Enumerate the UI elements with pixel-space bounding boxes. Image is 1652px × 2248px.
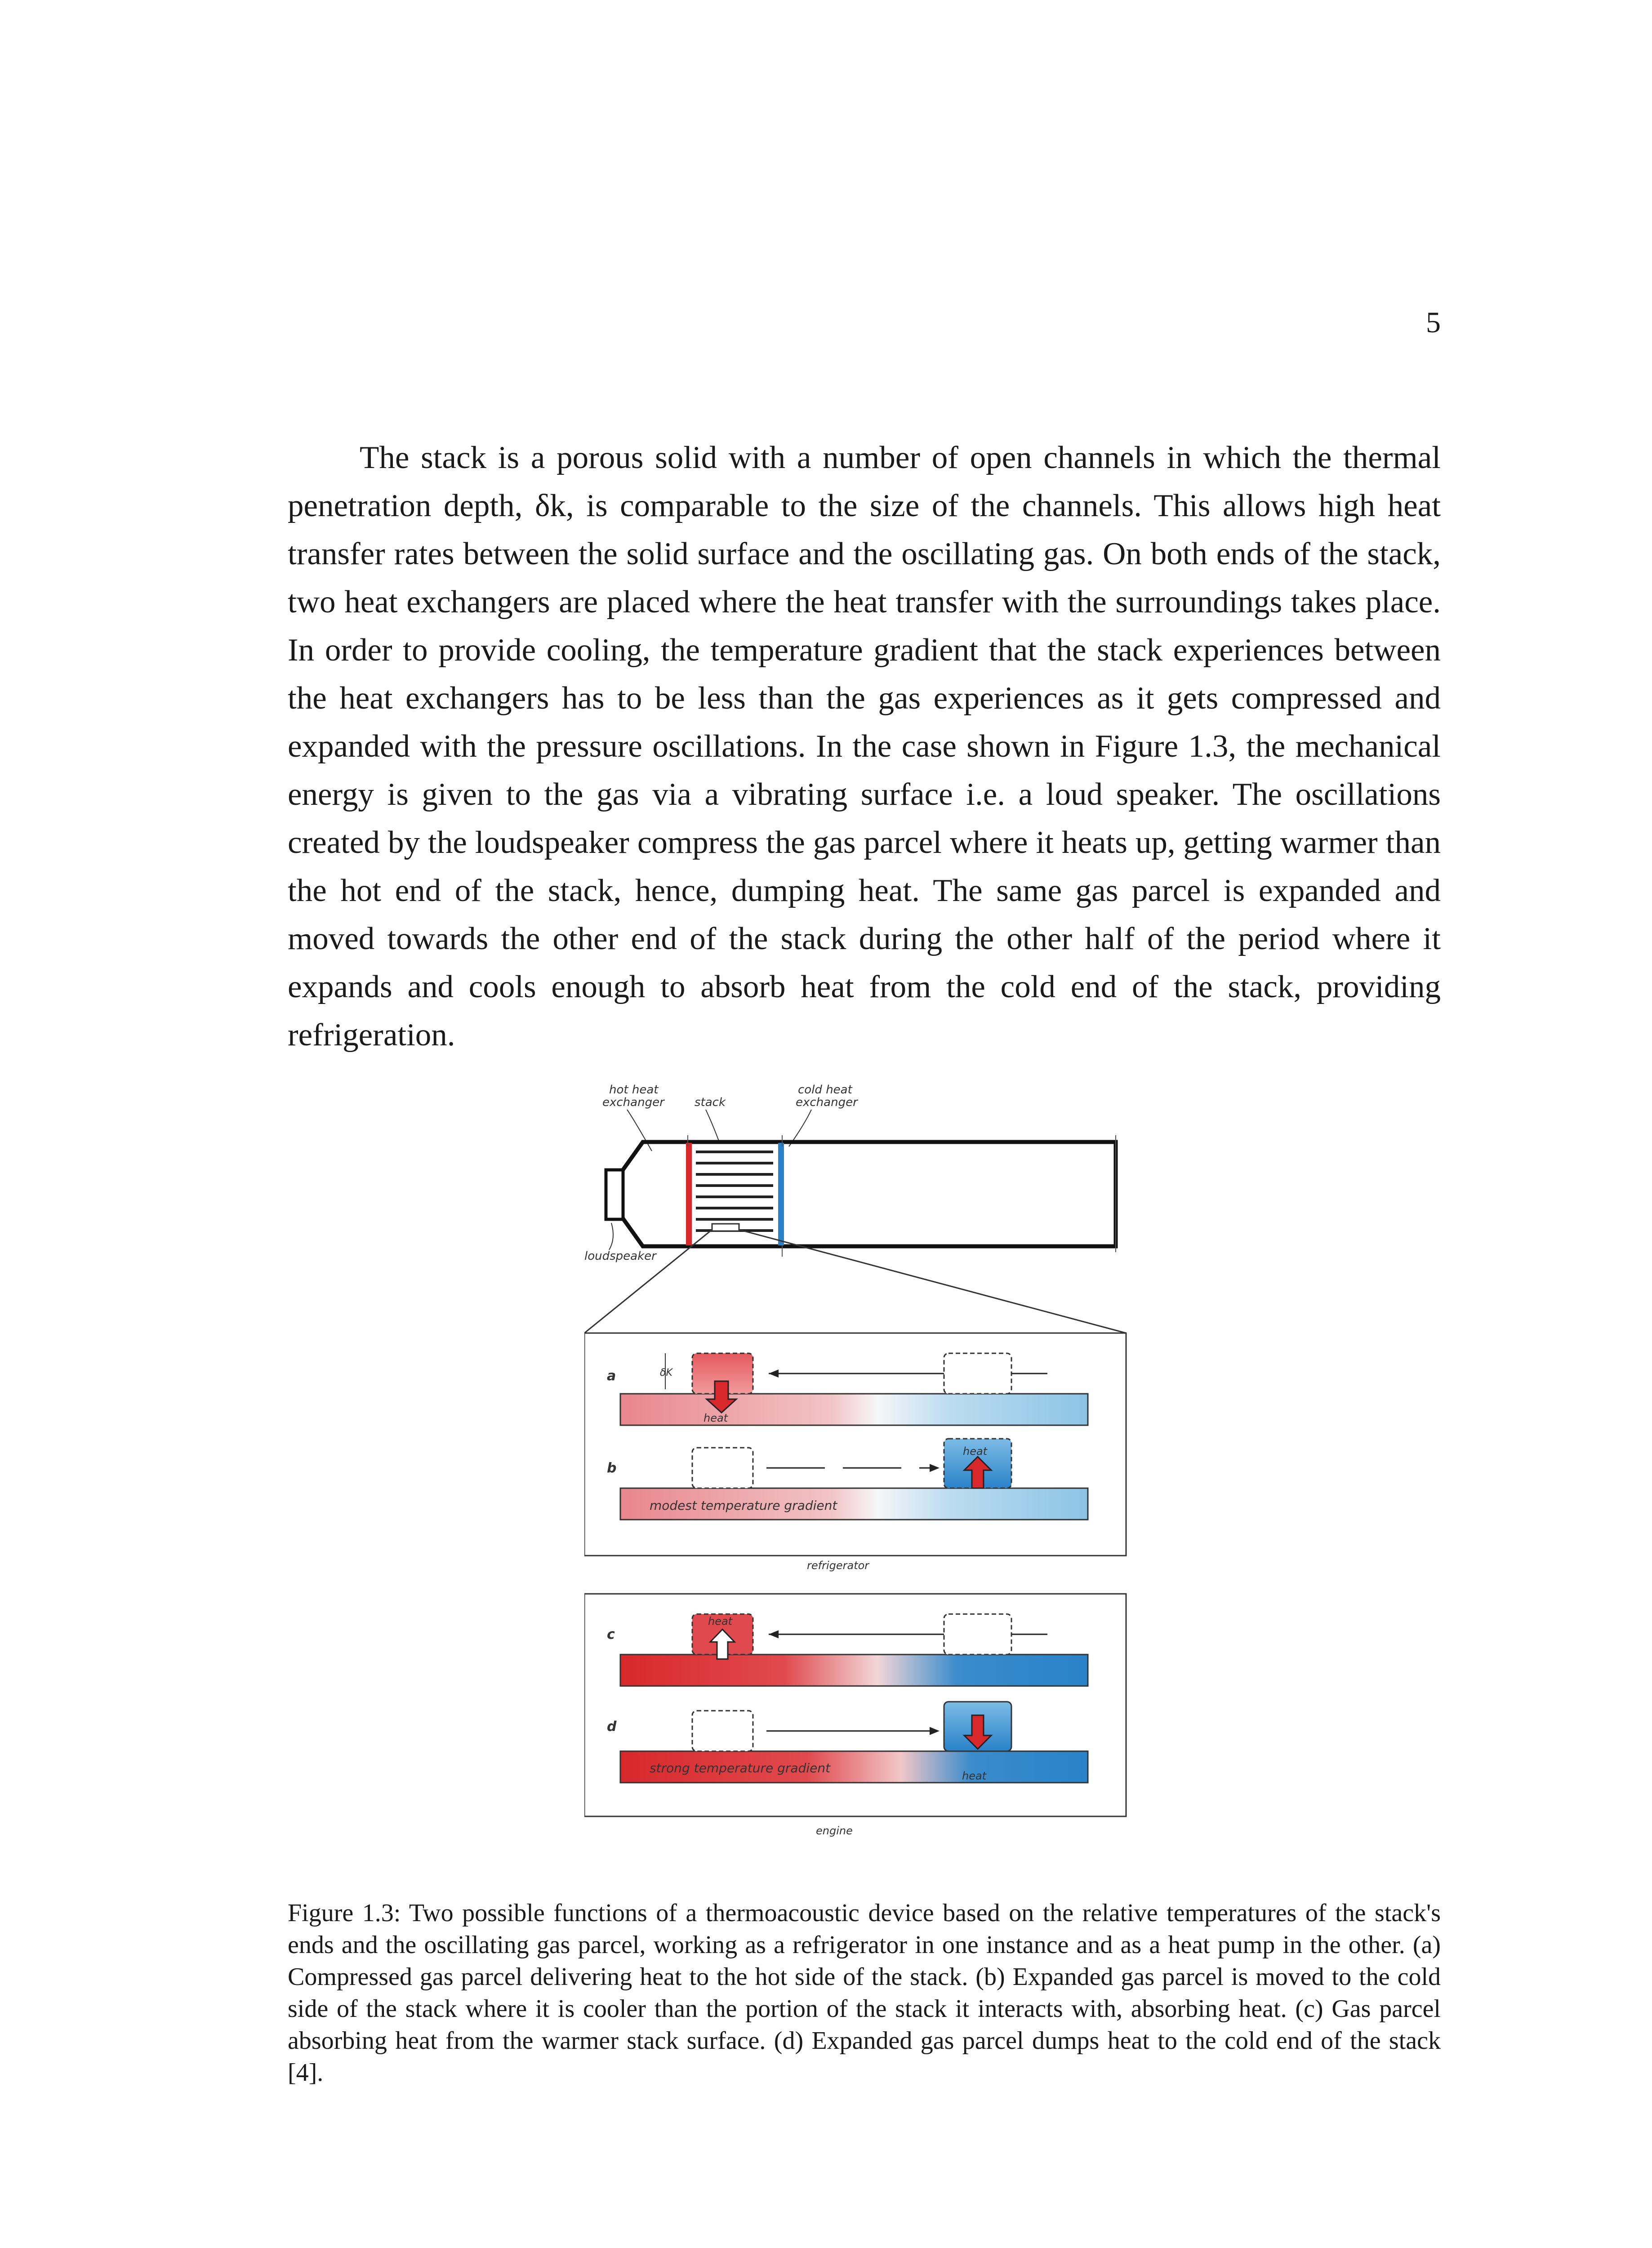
label-heat-b: heat bbox=[963, 1445, 988, 1458]
label-strong-temperature-gradient: strong temperature gradient bbox=[650, 1761, 831, 1775]
stack-plate-a bbox=[620, 1394, 1088, 1425]
gas-parcel-origin-a bbox=[944, 1353, 1011, 1394]
resonator-tube bbox=[620, 1142, 1116, 1246]
label-cold-heat-exchanger-line1: cold heat bbox=[798, 1083, 852, 1097]
label-engine: engine bbox=[816, 1824, 853, 1837]
label-stack: stack bbox=[695, 1096, 726, 1109]
gas-parcel-origin-b bbox=[692, 1448, 753, 1488]
body-paragraph: The stack is a porous solid with a number of open channels in which the thermal penetration depth, δk, is comparable to the size of the channels. This allows high heat transfer rates between the solid surface and the oscillating gas. On both ends of the stack, two heat exchangers are placed where the heat transfer with the surroundings takes place. In order to provide cooling, the temperature gradient that the stack experiences between the heat exchangers has to be less than the gas experiences as it gets compressed and expanded with the pressure oscillations. In the case shown in Figure 1.3, the mechanical energy is given to the gas via a vibrating surface i.e. a loud speaker. The oscillations created by the loudspeaker compress the gas parcel where it heats up, getting warmer than the hot end of the stack, hence, dumping heat. The same gas parcel is expanded and moved towards the other end of the stack during the other half of the period where it expands and cools enough to absorb heat from the cold end of the stack, providing refrigeration. bbox=[288, 440, 1441, 1053]
stack-plate-c bbox=[620, 1655, 1088, 1686]
loudspeaker-diaphragm bbox=[606, 1170, 623, 1219]
label-heat-c: heat bbox=[708, 1615, 733, 1628]
hot-heat-exchanger bbox=[686, 1143, 692, 1245]
figure-thermoacoustic-device bbox=[584, 1075, 1146, 1893]
refrigerator-panel bbox=[584, 1333, 1126, 1556]
cold-heat-exchanger bbox=[778, 1143, 784, 1245]
label-hot-heat-exchanger-line1: hot heat bbox=[609, 1083, 659, 1097]
label-panel-b: b bbox=[607, 1460, 617, 1476]
label-loudspeaker: loudspeaker bbox=[584, 1249, 656, 1263]
figure-illustration bbox=[584, 1075, 1146, 1893]
gas-parcel-origin-c bbox=[944, 1614, 1011, 1655]
resonator-schematic bbox=[584, 1083, 1126, 1333]
label-modest-temperature-gradient: modest temperature gradient bbox=[650, 1498, 837, 1513]
label-heat-a: heat bbox=[704, 1412, 728, 1424]
gas-parcel-origin-d bbox=[692, 1711, 753, 1751]
figure-caption: Figure 1.3: Two possible functions of a thermoacoustic device based on the relative temperatures of the stack's ends and the oscillating gas parcel, working as a refrigerator in one instance and as a heat pump in the other. (a) Compressed gas parcel delivering heat to the hot side of the stack. (b) Expanded gas parcel is moved to the cold side of the stack where it is cooler than the portion of the stack it interacts with, absorbing heat. (c) Gas parcel absorbing heat from the warmer stack surface. (d) Expanded gas parcel dumps heat to the cold end of the stack [4]. bbox=[288, 1899, 1441, 2087]
engine-panel bbox=[584, 1594, 1126, 1816]
label-delta-k: δK bbox=[660, 1367, 672, 1378]
label-heat-d: heat bbox=[962, 1770, 987, 1782]
magnified-region-marker bbox=[712, 1224, 739, 1231]
label-panel-d: d bbox=[607, 1719, 617, 1735]
page-number: 5 bbox=[1426, 306, 1441, 339]
label-cold-heat-exchanger-line2: exchanger bbox=[796, 1096, 858, 1109]
label-refrigerator: refrigerator bbox=[807, 1559, 869, 1572]
label-hot-heat-exchanger-line2: exchanger bbox=[602, 1096, 664, 1109]
label-panel-c: c bbox=[607, 1627, 615, 1642]
stack-plates bbox=[696, 1152, 773, 1231]
label-panel-a: a bbox=[607, 1368, 616, 1384]
